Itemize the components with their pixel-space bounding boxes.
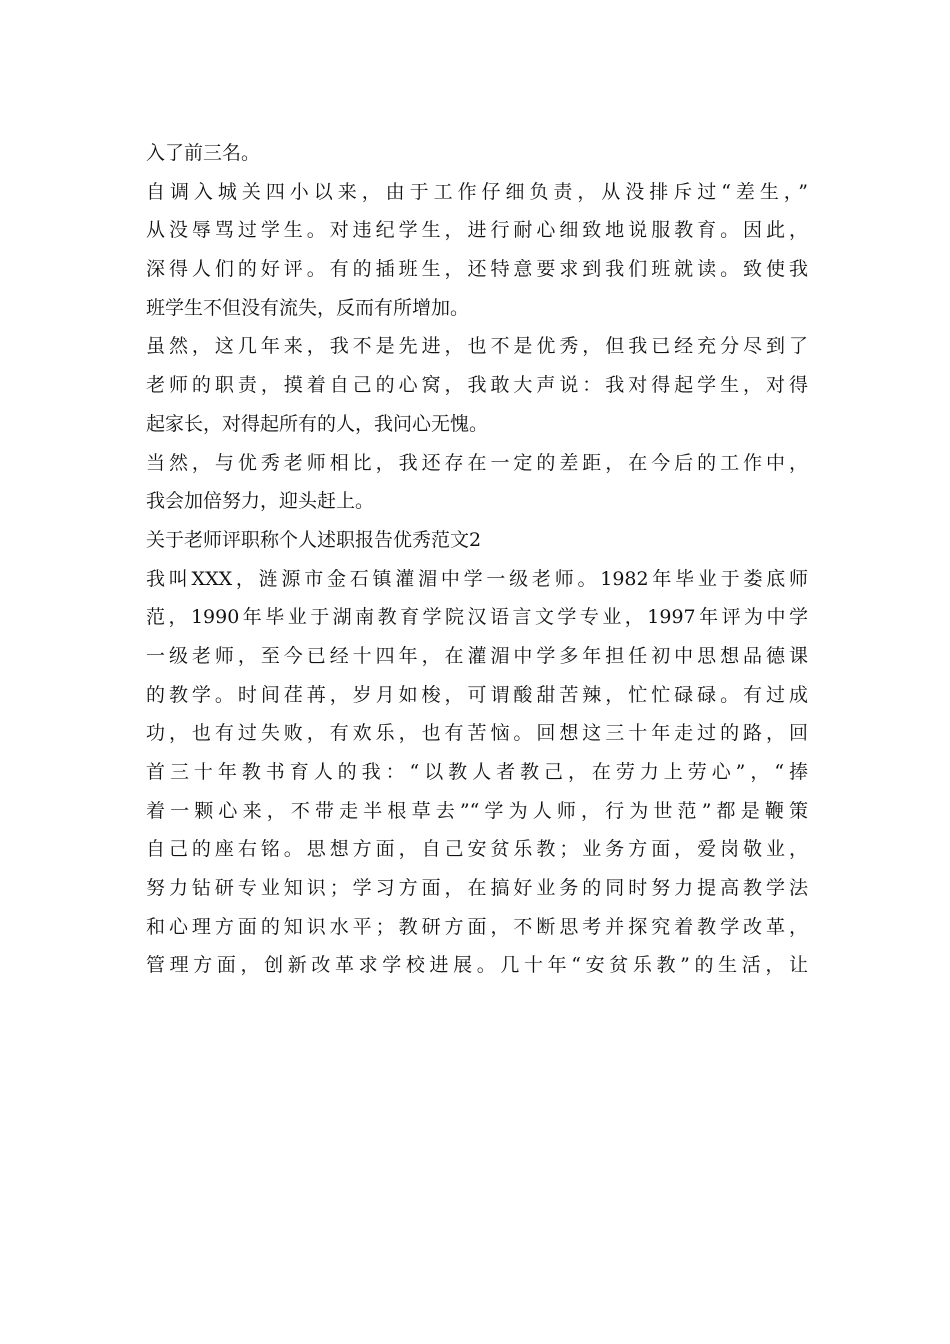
text-line: 功，也有过失败，有欢乐，也有苦恼。回想这三十年走过的路，回 [146,722,808,745]
text-line: 一级老师，至今已经十四年，在灌湄中学多年担任初中思想品德课 [146,644,808,667]
text-line: 虽然，这几年来，我不是先进，也不是优秀，但我已经充分尽到了 [146,335,808,358]
text-line: 我会加倍努力，迎头赶上。 [146,490,375,513]
text-line: 从没辱骂过学生。对违纪学生，进行耐心细致地说服教育。因此， [146,219,808,242]
text-line: 努力钻研专业知识；学习方面，在搞好业务的同时努力提高教学法 [146,877,808,900]
text-line: 关于老师评职称个人述职报告优秀范文2 [146,528,482,551]
text-line: 我叫XXX，涟源市金石镇灌湄中学一级老师。1982年毕业于娄底师 [146,567,808,590]
text-line: 和心理方面的知识水平；教研方面，不断思考并探究着教学改革， [146,915,808,938]
text-line: 起家长，对得起所有的人，我问心无愧。 [146,412,489,435]
text-line: 班学生不但没有流失，反而有所增加。 [146,296,470,319]
text-line: 深得人们的好评。有的插班生，还特意要求到我们班就读。致使我 [146,258,808,281]
text-line: 入了前三名。 [146,142,261,164]
document-page [146,134,808,985]
text-line: 自己的座右铭。思想方面，自己安贫乐教；业务方面，爱岗敬业， [146,838,808,861]
text-line: 老师的职责，摸着自己的心窝，我敢大声说：我对得起学生，对得 [146,374,808,397]
text-line: 当然，与优秀老师相比，我还存在一定的差距，在今后的工作中， [146,451,808,474]
text-line: 范，1990年毕业于湖南教育学院汉语言文学专业，1997年评为中学 [146,606,808,629]
text-line: 着一颗心来，不带走半根草去”“学为人师，行为世范”都是鞭策 [146,799,808,822]
text-line: 管理方面，创新改革求学校进展。几十年“安贫乐教”的生活，让 [146,954,808,977]
text-line: 的教学。时间荏苒，岁月如梭，可谓酸甜苦辣，忙忙碌碌。有过成 [146,683,808,706]
text-line: 首三十年教书育人的我：“以教人者教己，在劳力上劳心”，“捧 [146,761,808,783]
text-line: 自调入城关四小以来，由于工作仔细负责，从没排斥过“差生，” [146,180,808,203]
